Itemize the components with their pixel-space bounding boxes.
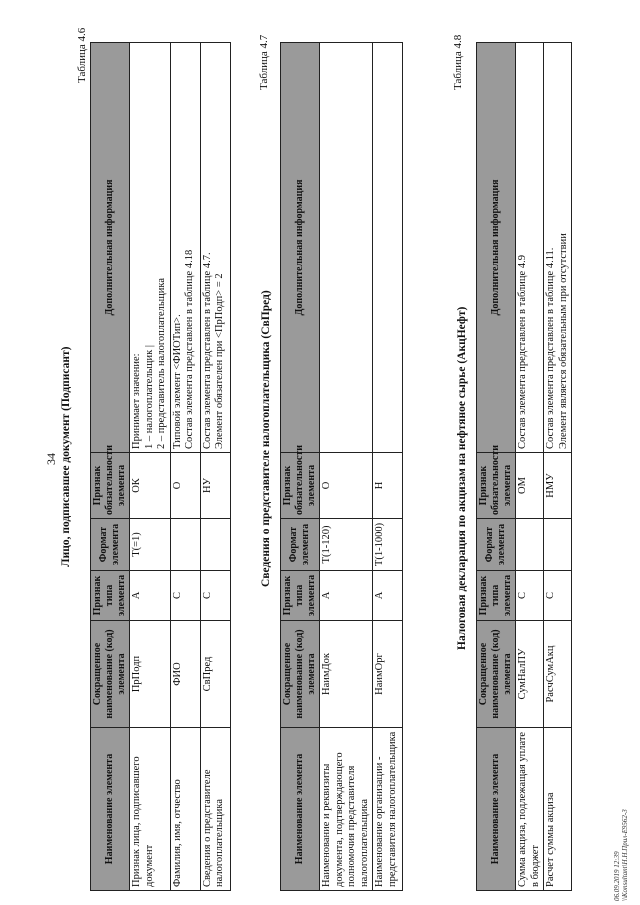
table-row	[544, 43, 572, 891]
cell: Наименование и реквизиты документа, подтверждающего полномочия представителя налогоплательщика	[320, 728, 373, 891]
cell: Н	[373, 453, 403, 519]
table-title: Лицо, подписавшее документ (Подписант)	[60, 346, 72, 567]
table-row	[516, 43, 544, 891]
table-row	[320, 43, 373, 891]
column-header: Признак обязательности элемента	[281, 453, 320, 519]
cell: Принимает значение: 1 – налогоплательщик | 2 – представитель налогоплательщика	[130, 43, 171, 453]
table-number: Таблица 4.8	[452, 34, 464, 90]
column-header: Наименование элемента	[281, 728, 320, 891]
cell: С	[170, 571, 200, 621]
table-4-6	[90, 42, 231, 891]
cell: ОК	[130, 453, 171, 519]
table-row	[130, 43, 171, 891]
cell: Фамилия, имя, отчество	[170, 728, 200, 891]
cell: НУ	[200, 453, 230, 519]
column-header: Признак типа элемента	[477, 571, 516, 621]
column-header: Сокращенное наименование (код) элемента	[477, 621, 516, 728]
cell: ПрПодп	[130, 621, 171, 728]
cell: С	[200, 571, 230, 621]
cell: Состав элемента представлен в таблице 4.7. Элемент обязателен при <ПрПодп> = 2	[200, 43, 230, 453]
column-header: Формат элемента	[91, 519, 130, 571]
cell: А	[320, 571, 373, 621]
cell: О	[170, 453, 200, 519]
cell	[544, 519, 572, 571]
column-header: Сокращенное наименование (код) элемента	[281, 621, 320, 728]
cell: Признак лица, подписавшего документ	[130, 728, 171, 891]
cell: Сведения о представителе налогоплательщика	[200, 728, 230, 891]
table-title: Налоговая декларация по акцизам на нефтяное сырье (АкцНефт)	[456, 306, 468, 650]
table-number: Таблица 4.7	[258, 34, 270, 90]
cell: Расчет суммы акциза	[544, 728, 572, 891]
table-row	[170, 43, 200, 891]
cell: СвПред	[200, 621, 230, 728]
footer-stamp	[614, 809, 629, 901]
cell: Типовой элемент <ФИОТип>. Состав элемента представлен в таблице 4.18	[170, 43, 200, 453]
cell	[516, 519, 544, 571]
cell: НаимДок	[320, 621, 373, 728]
cell	[373, 43, 403, 453]
cell: ФИО	[170, 621, 200, 728]
column-header: Дополнительная информация	[281, 43, 320, 453]
cell: О	[320, 453, 373, 519]
column-header: Признак обязательности элемента	[91, 453, 130, 519]
cell: НаимОрг	[373, 621, 403, 728]
table-row	[200, 43, 230, 891]
cell: T(1-120)	[320, 519, 373, 571]
table-4-8	[476, 42, 572, 891]
cell: А	[130, 571, 171, 621]
cell: С	[544, 571, 572, 621]
cell: Наименование организации - представителя налогоплательщика	[373, 728, 403, 891]
column-header: Признак типа элемента	[91, 571, 130, 621]
table-title: Сведения о представителе налогоплательщика (СвПред)	[260, 290, 272, 587]
cell: ОМ	[516, 453, 544, 519]
column-header: Сокращенное наименование (код) элемента	[91, 621, 130, 728]
cell: СумНалПУ	[516, 621, 544, 728]
cell	[200, 519, 230, 571]
column-header: Формат элемента	[281, 519, 320, 571]
cell: T(=1)	[130, 519, 171, 571]
table-number: Таблица 4.6	[76, 27, 88, 83]
column-header: Наименование элемента	[477, 728, 516, 891]
cell: Состав элемента представлен в таблице 4.11. Элемент является обязательным при отсутствии	[544, 43, 572, 453]
cell: С	[516, 571, 544, 621]
column-header: Формат элемента	[477, 519, 516, 571]
table-row	[373, 43, 403, 891]
column-header: Наименование элемента	[91, 728, 130, 891]
page-number: 34	[44, 453, 58, 465]
column-header: Дополнительная информация	[91, 43, 130, 453]
footer-path: \\Konsultant\Н.Н.Прил-Е9562-3	[620, 809, 629, 901]
footer-date: 06.09.2019 12:39	[613, 851, 621, 901]
cell: НМУ	[544, 453, 572, 519]
cell: Состав элемента представлен в таблице 4.9	[516, 43, 544, 453]
cell: T(1-1000)	[373, 519, 403, 571]
cell	[170, 519, 200, 571]
column-header: Дополнительная информация	[477, 43, 516, 453]
cell: Сумма акциза, подлежащая уплате в бюджет	[516, 728, 544, 891]
column-header: Признак обязательности элемента	[477, 453, 516, 519]
cell	[320, 43, 373, 453]
cell: А	[373, 571, 403, 621]
column-header: Признак типа элемента	[281, 571, 320, 621]
table-4-7	[280, 42, 403, 891]
cell: РасчСумАкц	[544, 621, 572, 728]
